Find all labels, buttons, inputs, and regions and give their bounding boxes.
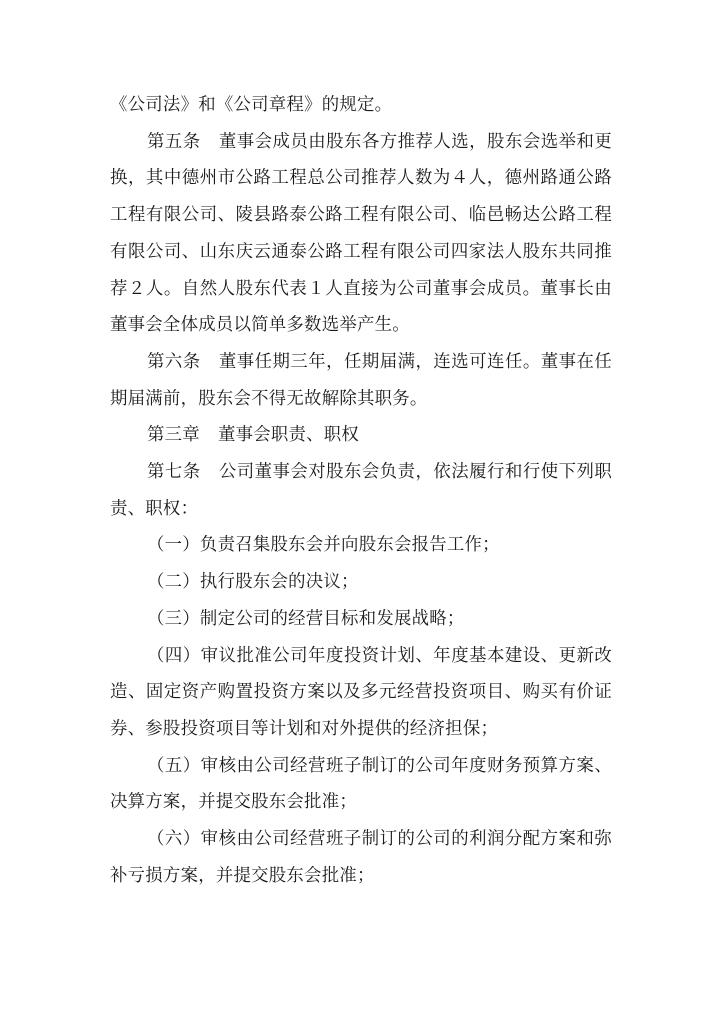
article-heading: 第六条 bbox=[147, 351, 201, 372]
list-item-text: （四）审议批准公司年度投资计划、年度基本建设、更新改造、固定资产购置投资方案以及多元经营投资项目、购买有价证券、参股投资项目等计划和对外提供的经济担保； bbox=[110, 645, 612, 739]
document-body bbox=[110, 87, 612, 894]
list-item-text: （三）制定公司的经营目标和发展战略； bbox=[147, 608, 465, 629]
article-text: 董事任期三年，任期届满，连选可连任。董事在任期届满前，股东会不得无故解除其职务。 bbox=[110, 351, 612, 409]
chapter-number: 第三章 bbox=[147, 425, 200, 446]
chapter-3-heading bbox=[110, 417, 612, 454]
list-item-3 bbox=[110, 601, 612, 638]
list-item-1 bbox=[110, 527, 612, 564]
article-5 bbox=[110, 124, 612, 344]
article-7 bbox=[110, 454, 612, 527]
list-item-text: （二）执行股东会的决议； bbox=[147, 572, 359, 593]
chapter-title: 董事会职责、职权 bbox=[217, 425, 360, 446]
list-item-text: （六）审核由公司经营班子制订的公司的利润分配方案和弥补亏损方案，并提交股东会批准； bbox=[110, 829, 612, 886]
article-heading: 第七条 bbox=[147, 462, 201, 483]
list-item-6 bbox=[110, 821, 612, 894]
article-text: 公司董事会对股东会负责，依法履行和行使下列职责、职权： bbox=[110, 462, 612, 519]
article-heading: 第五条 bbox=[147, 131, 201, 152]
list-item-text: （五）审核由公司经营班子制订的公司年度财务预算方案、决算方案，并提交股东会批准； bbox=[110, 755, 612, 813]
list-item-text: （一）负责召集股东会并向股东会报告工作； bbox=[147, 535, 500, 556]
article-6 bbox=[110, 344, 612, 417]
list-item-5 bbox=[110, 748, 612, 821]
list-item-4 bbox=[110, 638, 612, 748]
list-item-2 bbox=[110, 564, 612, 601]
paragraph-text: 《公司法》和《公司章程》的规定。 bbox=[110, 95, 393, 115]
article-text: 董事会成员由股东各方推荐人选，股东会选举和更换，其中德州市公路工程总公司推荐人数为４人，德州路通公路工程有限公司、陵县路泰公路工程有限公司、临邑畅达公路工程有限公司、山东庆云通泰公路工程有限公司四家法人股东共同推荐２人。自然人股东代表１人直接为公司董事会成员。董事长由董事会全体成员以简单多数选举产生。 bbox=[110, 131, 612, 336]
paragraph-continuation bbox=[110, 87, 612, 124]
